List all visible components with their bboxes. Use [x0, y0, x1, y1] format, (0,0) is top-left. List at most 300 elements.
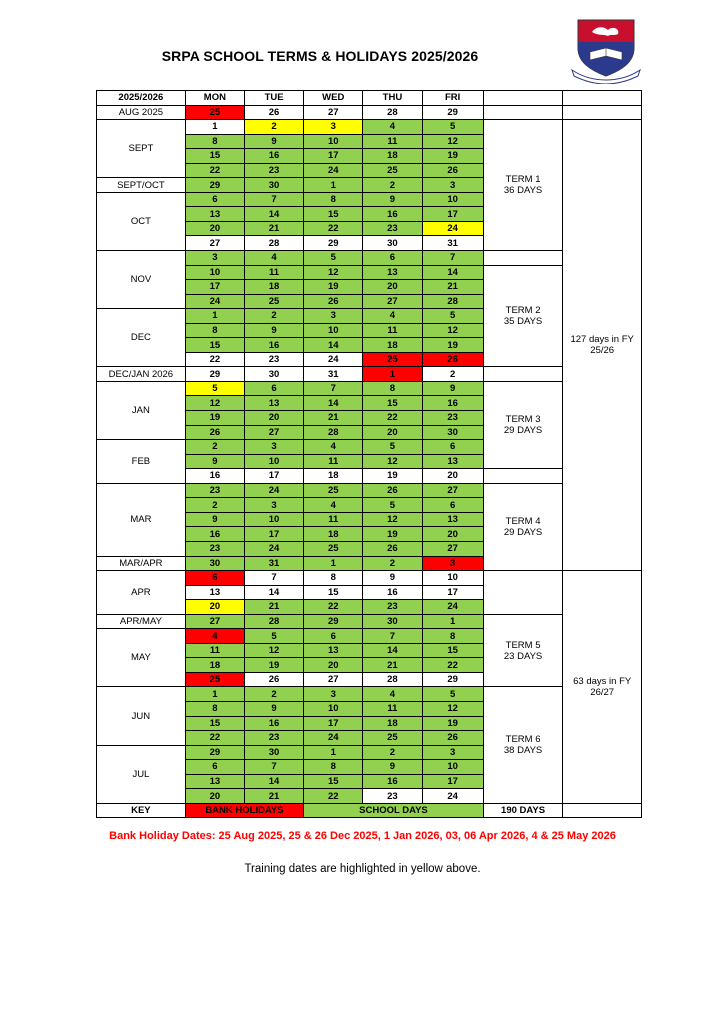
day-cell: 24: [304, 163, 363, 178]
week-row: [97, 251, 642, 266]
day-cell: 8: [185, 134, 244, 149]
day-cell: 1: [304, 745, 363, 760]
term-summary-line: TERM 1: [505, 174, 541, 186]
day-cell: 28: [244, 614, 303, 629]
day-cell: 17: [422, 774, 483, 789]
day-cell: 26: [185, 425, 244, 440]
day-cell: 21: [244, 600, 303, 615]
day-cell: 29: [422, 105, 483, 120]
day-cell: 1: [185, 687, 244, 702]
day-cell: 1: [304, 556, 363, 571]
day-cell: 13: [244, 396, 303, 411]
day-cell: 15: [304, 585, 363, 600]
day-cell: 25: [363, 163, 422, 178]
month-label: APR: [97, 571, 186, 615]
day-cell: 16: [185, 527, 244, 542]
page-title: SRPA SCHOOL TERMS & HOLIDAYS 2025/2026: [161, 48, 479, 64]
day-cell: 27: [304, 672, 363, 687]
day-cell: 9: [422, 381, 483, 396]
day-cell: 24: [185, 294, 244, 309]
day-cell: 14: [304, 338, 363, 353]
day-cell: 7: [422, 251, 483, 266]
fy-summary-line: 63 days in FY: [573, 675, 632, 687]
month-label: NOV: [97, 251, 186, 309]
day-cell: 19: [363, 469, 422, 484]
day-cell: 12: [304, 265, 363, 280]
day-cell: 14: [244, 207, 303, 222]
day-cell: 1: [422, 614, 483, 629]
day-cell: 22: [422, 658, 483, 673]
day-cell: 13: [304, 643, 363, 658]
day-cell: 8: [422, 629, 483, 644]
day-cell: 11: [304, 454, 363, 469]
term-summary: [483, 687, 563, 803]
day-cell: 30: [185, 556, 244, 571]
day-cell: 3: [422, 178, 483, 193]
day-cell: 8: [185, 701, 244, 716]
day-cell: 23: [185, 541, 244, 556]
day-cell: 19: [422, 338, 483, 353]
day-cell: 1: [363, 367, 422, 382]
day-cell: 29: [185, 178, 244, 193]
term-summary: [483, 265, 563, 367]
day-cell: 12: [363, 454, 422, 469]
day-cell: 23: [422, 411, 483, 426]
term-summary: [483, 483, 563, 570]
key-blank: [563, 803, 642, 818]
day-cell: 3: [244, 440, 303, 455]
day-cell: 19: [363, 527, 422, 542]
day-cell: 21: [304, 411, 363, 426]
month-label: JAN: [97, 381, 186, 439]
day-cell: 18: [304, 469, 363, 484]
day-cell: 7: [244, 571, 303, 586]
day-cell: 16: [363, 585, 422, 600]
day-cell: 28: [422, 294, 483, 309]
day-cell: 27: [244, 425, 303, 440]
term-summary-line: 36 DAYS: [503, 185, 543, 197]
day-cell: 11: [244, 265, 303, 280]
month-label: JUN: [97, 687, 186, 745]
week-row: [97, 381, 642, 396]
day-cell: 10: [185, 265, 244, 280]
day-cell: 16: [244, 338, 303, 353]
day-cell: 3: [422, 556, 483, 571]
day-cell: 27: [185, 236, 244, 251]
day-cell: 26: [244, 105, 303, 120]
day-cell: 17: [185, 280, 244, 295]
day-cell: 23: [363, 789, 422, 804]
header-year: 2025/2026: [97, 91, 186, 106]
day-cell: 22: [185, 352, 244, 367]
day-cell: 29: [422, 672, 483, 687]
day-cell: 15: [185, 716, 244, 731]
day-cell: 24: [304, 352, 363, 367]
day-cell: 2: [244, 687, 303, 702]
day-cell: 30: [244, 367, 303, 382]
day-cell: 31: [304, 367, 363, 382]
day-cell: 1: [185, 120, 244, 135]
day-cell: 7: [363, 629, 422, 644]
day-cell: 18: [185, 658, 244, 673]
day-cell: 22: [363, 411, 422, 426]
day-cell: 14: [244, 774, 303, 789]
day-cell: 23: [244, 352, 303, 367]
day-cell: 6: [185, 571, 244, 586]
day-cell: 10: [304, 701, 363, 716]
day-cell: 2: [244, 120, 303, 135]
day-cell: 22: [304, 600, 363, 615]
day-cell: 14: [244, 585, 303, 600]
day-cell: 20: [304, 658, 363, 673]
day-cell: 24: [244, 483, 303, 498]
term-summary-line: 29 DAYS: [503, 526, 543, 538]
week-row: [97, 367, 642, 382]
day-cell: 25: [304, 483, 363, 498]
day-cell: 15: [185, 338, 244, 353]
week-row: [97, 687, 642, 702]
day-cell: 6: [422, 440, 483, 455]
day-cell: 20: [363, 280, 422, 295]
day-cell: 23: [363, 600, 422, 615]
term-blank: [483, 469, 563, 484]
day-cell: 30: [363, 236, 422, 251]
day-cell: 12: [244, 643, 303, 658]
key-bank-holidays: BANK HOLIDAYS: [185, 803, 303, 818]
day-cell: 9: [363, 192, 422, 207]
day-cell: 30: [244, 745, 303, 760]
day-cell: 5: [422, 687, 483, 702]
fy-blank: [563, 105, 642, 120]
day-cell: 9: [185, 512, 244, 527]
day-cell: 3: [185, 251, 244, 266]
day-cell: 21: [244, 221, 303, 236]
day-cell: 2: [363, 745, 422, 760]
header-row: [97, 91, 642, 106]
day-cell: 20: [185, 221, 244, 236]
day-cell: 13: [185, 585, 244, 600]
day-cell: 26: [422, 352, 483, 367]
day-cell: 12: [422, 323, 483, 338]
day-cell: 20: [244, 411, 303, 426]
day-cell: 21: [244, 789, 303, 804]
day-cell: 26: [422, 731, 483, 746]
day-cell: 18: [304, 527, 363, 542]
day-cell: 17: [422, 585, 483, 600]
day-cell: 30: [363, 614, 422, 629]
day-cell: 28: [363, 672, 422, 687]
day-cell: 10: [422, 760, 483, 775]
day-cell: 8: [363, 381, 422, 396]
day-cell: 26: [363, 541, 422, 556]
day-cell: 15: [185, 149, 244, 164]
day-cell: 6: [304, 629, 363, 644]
day-cell: 17: [244, 527, 303, 542]
day-cell: 29: [304, 236, 363, 251]
day-cell: 20: [422, 527, 483, 542]
day-cell: 16: [363, 207, 422, 222]
month-label: DEC: [97, 309, 186, 367]
day-cell: 11: [363, 323, 422, 338]
day-cell: 10: [304, 323, 363, 338]
key-total-days: 190 DAYS: [483, 803, 563, 818]
day-cell: 13: [363, 265, 422, 280]
day-cell: 22: [185, 731, 244, 746]
day-cell: 5: [304, 251, 363, 266]
header-thu: THU: [363, 91, 422, 106]
day-cell: 6: [244, 381, 303, 396]
day-cell: 5: [422, 120, 483, 135]
day-cell: 11: [363, 134, 422, 149]
day-cell: 30: [244, 178, 303, 193]
day-cell: 22: [185, 163, 244, 178]
day-cell: 27: [304, 105, 363, 120]
day-cell: 25: [304, 541, 363, 556]
key-row: [97, 803, 642, 818]
day-cell: 10: [304, 134, 363, 149]
day-cell: 5: [244, 629, 303, 644]
day-cell: 10: [422, 571, 483, 586]
day-cell: 23: [363, 221, 422, 236]
day-cell: 10: [422, 192, 483, 207]
term-blank: [483, 367, 563, 382]
bank-holiday-dates: Bank Holiday Dates: 25 Aug 2025, 25 & 26 Dec 2025, 1 Jan 2026, 03, 06 Apr 2026, 4 & 25 May 2026: [109, 830, 616, 842]
day-cell: 11: [363, 701, 422, 716]
day-cell: 26: [244, 672, 303, 687]
month-label: MAY: [97, 629, 186, 687]
day-cell: 17: [244, 469, 303, 484]
month-label: SEPT: [97, 120, 186, 178]
day-cell: 25: [244, 294, 303, 309]
term-summary-line: 38 DAYS: [503, 745, 543, 757]
day-cell: 16: [185, 469, 244, 484]
day-cell: 4: [244, 251, 303, 266]
month-label: SEPT/OCT: [97, 178, 186, 193]
week-row: [97, 571, 642, 586]
day-cell: 14: [304, 396, 363, 411]
term-summary-line: 29 DAYS: [503, 425, 543, 437]
day-cell: 6: [422, 498, 483, 513]
day-cell: 31: [244, 556, 303, 571]
day-cell: 18: [363, 149, 422, 164]
day-cell: 12: [422, 134, 483, 149]
day-cell: 18: [363, 716, 422, 731]
day-cell: 5: [185, 381, 244, 396]
day-cell: 2: [363, 178, 422, 193]
day-cell: 7: [244, 192, 303, 207]
day-cell: 13: [185, 774, 244, 789]
day-cell: 9: [244, 323, 303, 338]
month-label: DEC/JAN 2026: [97, 367, 186, 382]
day-cell: 12: [363, 512, 422, 527]
day-cell: 8: [304, 760, 363, 775]
day-cell: 28: [304, 425, 363, 440]
term-summary-line: 23 DAYS: [503, 650, 543, 662]
day-cell: 15: [422, 643, 483, 658]
day-cell: 27: [422, 541, 483, 556]
day-cell: 27: [185, 614, 244, 629]
fy-summary-line: 127 days in FY: [570, 334, 634, 346]
day-cell: 25: [363, 731, 422, 746]
day-cell: 15: [363, 396, 422, 411]
day-cell: 10: [244, 454, 303, 469]
day-cell: 5: [422, 309, 483, 324]
day-cell: 16: [422, 396, 483, 411]
day-cell: 20: [185, 789, 244, 804]
day-cell: 23: [244, 163, 303, 178]
day-cell: 3: [422, 745, 483, 760]
day-cell: 24: [244, 541, 303, 556]
day-cell: 28: [244, 236, 303, 251]
day-cell: 13: [422, 512, 483, 527]
term-summary-line: TERM 3: [505, 414, 541, 426]
day-cell: 8: [304, 192, 363, 207]
day-cell: 21: [363, 658, 422, 673]
day-cell: 13: [185, 207, 244, 222]
day-cell: 9: [244, 701, 303, 716]
day-cell: 2: [185, 498, 244, 513]
term-summary: [483, 614, 563, 687]
day-cell: 2: [244, 309, 303, 324]
week-row: [97, 483, 642, 498]
day-cell: 24: [422, 221, 483, 236]
day-cell: 7: [304, 381, 363, 396]
day-cell: 1: [185, 309, 244, 324]
day-cell: 4: [363, 120, 422, 135]
day-cell: 4: [304, 440, 363, 455]
day-cell: 17: [422, 207, 483, 222]
day-cell: 9: [363, 760, 422, 775]
day-cell: 2: [422, 367, 483, 382]
calendar-body: [97, 91, 642, 804]
day-cell: 22: [304, 221, 363, 236]
term-summary-line: TERM 2: [505, 304, 541, 316]
day-cell: 29: [185, 367, 244, 382]
day-cell: 13: [422, 454, 483, 469]
day-cell: 11: [304, 512, 363, 527]
day-cell: 16: [244, 149, 303, 164]
school-crest-logo: [570, 18, 642, 84]
day-cell: 3: [304, 687, 363, 702]
day-cell: 19: [244, 658, 303, 673]
day-cell: 4: [363, 309, 422, 324]
day-cell: 17: [304, 149, 363, 164]
day-cell: 27: [363, 294, 422, 309]
day-cell: 31: [422, 236, 483, 251]
term-summary: [483, 381, 563, 468]
day-cell: 2: [363, 556, 422, 571]
day-cell: 8: [185, 323, 244, 338]
term-blank: [483, 571, 563, 615]
day-cell: 14: [363, 643, 422, 658]
day-cell: 16: [244, 716, 303, 731]
day-cell: 9: [244, 134, 303, 149]
day-cell: 22: [304, 789, 363, 804]
header-fy-blank: [563, 91, 642, 106]
day-cell: 12: [422, 701, 483, 716]
day-cell: 14: [422, 265, 483, 280]
key-label: KEY: [97, 803, 186, 818]
day-cell: 25: [185, 105, 244, 120]
day-cell: 6: [363, 251, 422, 266]
fy-summary-line: 26/27: [590, 686, 615, 698]
day-cell: 8: [304, 571, 363, 586]
day-cell: 21: [422, 280, 483, 295]
week-row: [97, 105, 642, 120]
day-cell: 4: [363, 687, 422, 702]
day-cell: 5: [363, 440, 422, 455]
day-cell: 3: [304, 120, 363, 135]
term-calendar-table: [96, 90, 642, 818]
header-fri: FRI: [422, 91, 483, 106]
day-cell: 23: [185, 483, 244, 498]
day-cell: 4: [304, 498, 363, 513]
day-cell: 19: [422, 149, 483, 164]
day-cell: 10: [244, 512, 303, 527]
day-cell: 26: [422, 163, 483, 178]
fy-summary-line: 25/26: [590, 345, 615, 357]
day-cell: 20: [363, 425, 422, 440]
day-cell: 27: [422, 483, 483, 498]
day-cell: 29: [304, 614, 363, 629]
day-cell: 17: [304, 716, 363, 731]
day-cell: 2: [185, 440, 244, 455]
day-cell: 18: [244, 280, 303, 295]
day-cell: 25: [363, 352, 422, 367]
week-row: [97, 614, 642, 629]
header-term-blank: [483, 91, 563, 106]
day-cell: 6: [185, 192, 244, 207]
day-cell: 6: [185, 760, 244, 775]
term-blank: [483, 251, 563, 266]
term-summary-line: TERM 4: [505, 515, 541, 527]
month-label: JUL: [97, 745, 186, 803]
day-cell: 20: [422, 469, 483, 484]
term-summary: [483, 120, 563, 251]
day-cell: 12: [185, 396, 244, 411]
month-label: APR/MAY: [97, 614, 186, 629]
day-cell: 19: [422, 716, 483, 731]
month-label: FEB: [97, 440, 186, 484]
day-cell: 24: [422, 600, 483, 615]
training-note: Training dates are highlighted in yellow above.: [244, 863, 481, 875]
day-cell: 7: [244, 760, 303, 775]
day-cell: 11: [185, 643, 244, 658]
header-tue: TUE: [244, 91, 303, 106]
day-cell: 5: [363, 498, 422, 513]
term-blank: [483, 105, 563, 120]
day-cell: 4: [185, 629, 244, 644]
fy-summary: [563, 120, 642, 571]
month-label: MAR: [97, 483, 186, 556]
key-school-days: SCHOOL DAYS: [304, 803, 484, 818]
day-cell: 25: [185, 672, 244, 687]
day-cell: 30: [422, 425, 483, 440]
day-cell: 19: [185, 411, 244, 426]
header-wed: WED: [304, 91, 363, 106]
term-summary-line: 35 DAYS: [503, 315, 543, 327]
day-cell: 26: [363, 483, 422, 498]
day-cell: 29: [185, 745, 244, 760]
month-label: MAR/APR: [97, 556, 186, 571]
day-cell: 28: [363, 105, 422, 120]
day-cell: 20: [185, 600, 244, 615]
day-cell: 15: [304, 207, 363, 222]
day-cell: 19: [304, 280, 363, 295]
day-cell: 16: [363, 774, 422, 789]
day-cell: 3: [304, 309, 363, 324]
week-row: [97, 120, 642, 135]
